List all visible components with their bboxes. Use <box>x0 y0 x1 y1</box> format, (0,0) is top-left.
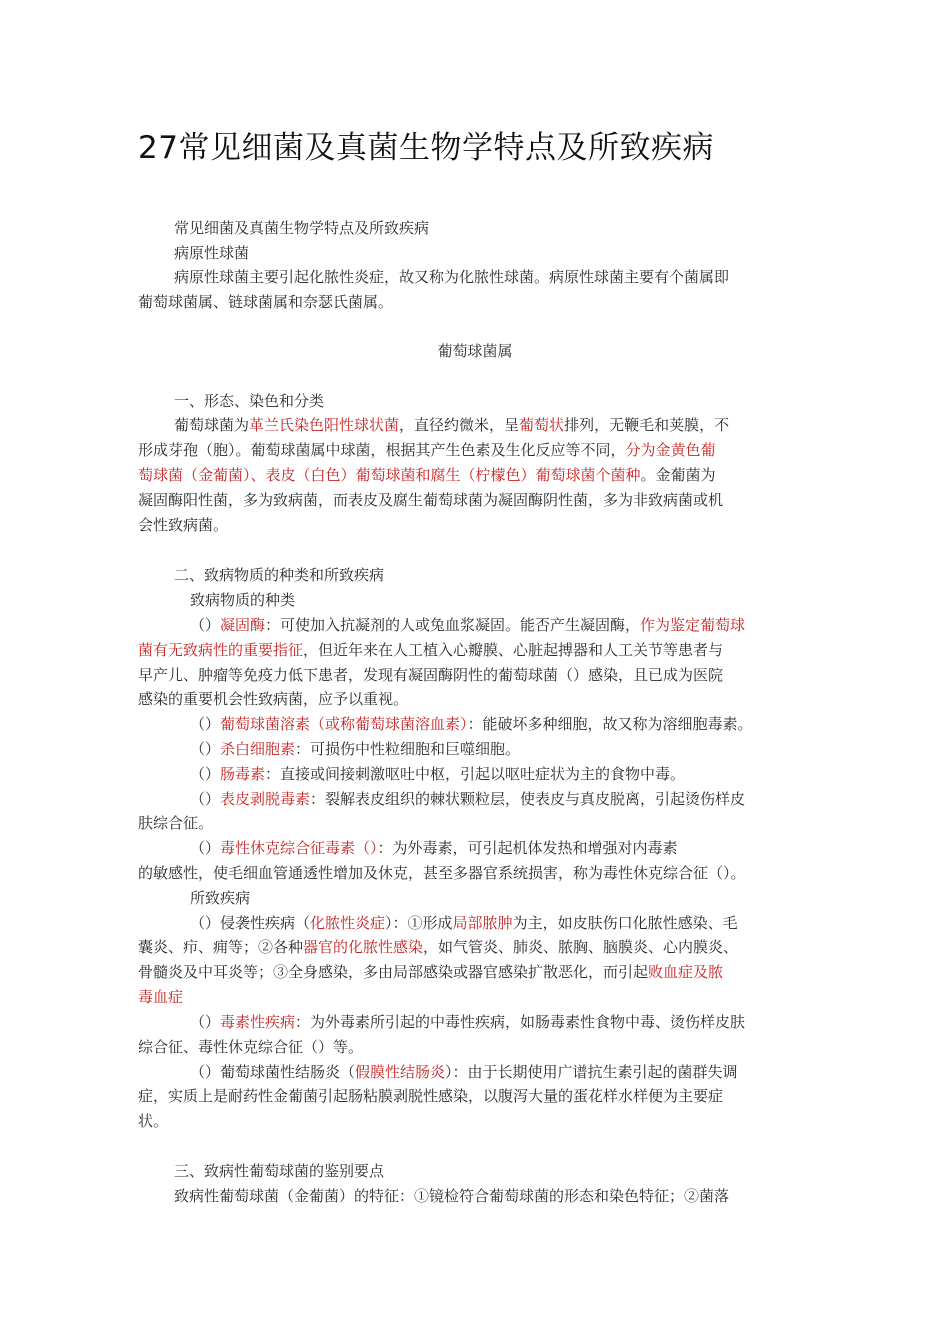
text-run: ：可损伤中性粒细胞和巨噬细胞。 <box>295 740 521 758</box>
highlight-text: 毒素性疾病 <box>220 1013 296 1031</box>
highlight-text: 毒性休克综合征毒素（） <box>220 839 378 857</box>
highlight-text: 葡萄球菌溶素（或称葡萄球菌溶血素） <box>220 715 468 733</box>
section-heading: 一、形态、染色和分类 <box>174 392 325 410</box>
paragraph-line <box>138 961 723 983</box>
highlight-text: 萄球菌（金葡菌）、表皮（白色）葡萄球菌和腐生（柠檬色）葡萄球菌个菌种 <box>138 466 641 484</box>
intro-line: 病原性球菌 <box>174 244 250 262</box>
text-run: （） <box>190 765 221 783</box>
highlight-text: 器官的化脓性感染 <box>303 938 424 956</box>
text-run: ，如气管炎、肺炎、脓胸、脑膜炎、心内膜炎、 <box>423 938 739 956</box>
paragraph-line: 凝固酶阳性菌，多为致病菌，而表皮及腐生葡萄球菌为凝固酶阴性菌，多为非致病菌或机 <box>138 491 724 509</box>
highlight-text: 菌有无致病性的重要指征 <box>138 641 304 659</box>
text-run: 形成芽孢（胞）。葡萄球菌属中球菌，根据其产生色素及生化反应等不同， <box>138 441 626 459</box>
text-run: （） <box>190 790 221 808</box>
paragraph-line: 综合征、毒性休克综合征（）等。 <box>138 1038 364 1056</box>
paragraph-line: 症，实质上是耐药性金葡菌引起肠粘膜剥脱性感染，以腹泻大量的蛋花样水样便为主要症 <box>138 1087 724 1105</box>
text-run: 葡萄球菌为 <box>174 416 250 434</box>
intro-paragraph-line: 病原性球菌主要引起化脓性炎症，故又称为化脓性球菌。病原性球菌主要有个菌属即 <box>174 268 730 286</box>
text-run: ：直接或间接刺激呕吐中枢，引起以呕吐症状为主的食物中毒。 <box>265 765 686 783</box>
highlight-text: 局部脓肿 <box>452 914 513 932</box>
intro-line: 常见细菌及真菌生物学特点及所致疾病 <box>174 219 430 237</box>
highlight-text: 毒血症 <box>138 988 184 1006</box>
paragraph-line <box>190 738 520 760</box>
paragraph-line <box>190 912 738 934</box>
text-run: 为主，如皮肤伤口化脓性感染、毛 <box>512 914 738 932</box>
paragraph-line <box>138 936 738 958</box>
highlight-text: 革兰氏染色阳性球状菌 <box>249 416 400 434</box>
text-run: ：为外毒素所引起的中毒性疾病，如肠毒素性食物中毒、烫伤样皮肤 <box>295 1013 746 1031</box>
paragraph-line <box>138 639 723 661</box>
text-run: 。金葡菌为 <box>640 466 716 484</box>
paragraph-line <box>174 414 729 436</box>
paragraph-line: 的敏感性，使毛细血管通透性增加及休克，甚至多器官系统损害，称为毒性休克综合征（）。 <box>138 864 746 882</box>
text-run: ：裂解表皮组织的棘状颗粒层，使表皮与真皮脱离，引起烫伤样皮 <box>310 790 746 808</box>
text-run: （）侵袭性疾病（ <box>190 914 311 932</box>
section-heading: 三、致病性葡萄球菌的鉴别要点 <box>174 1162 385 1180</box>
highlight-text: 表皮剥脱毒素 <box>220 790 311 808</box>
section-title: 葡萄球菌属 <box>437 342 513 360</box>
sub-heading: 致病物质的种类 <box>190 591 296 609</box>
highlight-text: 假膜性结肠炎 <box>355 1063 446 1081</box>
text-run: ）：由于长期使用广谱抗生素引起的菌群失调 <box>445 1063 738 1081</box>
paragraph-line <box>138 439 716 461</box>
highlight-text: 化脓性炎症 <box>310 914 386 932</box>
text-run: ：能破坏多种细胞，故又称为溶细胞毒素。 <box>467 715 753 733</box>
text-run: ，但近年来在人工植入心瓣膜、心脏起搏器和人工关节等患者与 <box>303 641 724 659</box>
paragraph-line: 状。 <box>138 1112 169 1130</box>
highlight-text: 凝固酶 <box>220 616 266 634</box>
section-heading: 二、致病物质的种类和所致疾病 <box>174 566 385 584</box>
text-run: ，直径约微米，呈 <box>399 416 520 434</box>
paragraph-line <box>190 614 745 636</box>
paragraph-line <box>190 1061 738 1083</box>
highlight-text: 肠毒素 <box>220 765 266 783</box>
text-run: （） <box>190 715 221 733</box>
text-run: （） <box>190 1013 221 1031</box>
text-run: （）葡萄球菌性结肠炎（ <box>190 1063 356 1081</box>
paragraph-line: 肤综合征。 <box>138 814 214 832</box>
paragraph-line: 致病性葡萄球菌（金葡菌）的特征：①镜检符合葡萄球菌的形态和染色特征；②菌落 <box>174 1187 730 1205</box>
text-run: 排列，无鞭毛和荚膜，不 <box>564 416 730 434</box>
paragraph-line <box>138 464 716 486</box>
intro-paragraph-line: 葡萄球菌属、链球菌属和奈瑟氏菌属。 <box>138 293 394 311</box>
paragraph-line <box>190 763 685 785</box>
text-run: ：可使加入抗凝剂的人或兔血浆凝固。能否产生凝固酶， <box>265 616 641 634</box>
paragraph-line <box>190 788 745 810</box>
text-run: 骨髓炎及中耳炎等；③全身感染，多由局部感染或器官感染扩散恶化，而引起 <box>138 963 649 981</box>
highlight-text: 葡萄状 <box>519 416 565 434</box>
text-run: 囊炎、疖、痈等；②各种 <box>138 938 304 956</box>
text-run: （） <box>190 839 221 857</box>
paragraph-line <box>190 1011 745 1033</box>
highlight-text: 败血症及脓 <box>648 963 724 981</box>
highlight-text: 分为金黄色葡 <box>625 441 716 459</box>
text-run: ：为外毒素，可引起机体发热和增强对内毒素 <box>377 839 678 857</box>
paragraph-line: 会性致病菌。 <box>138 516 229 534</box>
paragraph-line: 感染的重要机会性致病菌，应予以重视。 <box>138 690 409 708</box>
highlight-text: 杀白细胞素 <box>220 740 296 758</box>
text-run: ）：①形成 <box>385 914 453 932</box>
sub-heading: 所致疾病 <box>190 889 251 907</box>
paragraph-line <box>190 837 678 859</box>
paragraph-line <box>190 713 753 735</box>
highlight-text: 作为鉴定葡萄球 <box>640 616 746 634</box>
paragraph-line: 早产儿、肿瘤等免疫力低下患者，发现有凝固酶阴性的葡萄球菌（）感染，且已成为医院 <box>138 666 724 684</box>
document-title: 27常见细菌及真菌生物学特点及所致疾病 <box>138 130 714 166</box>
text-run: （） <box>190 616 221 634</box>
text-run: （） <box>190 740 221 758</box>
